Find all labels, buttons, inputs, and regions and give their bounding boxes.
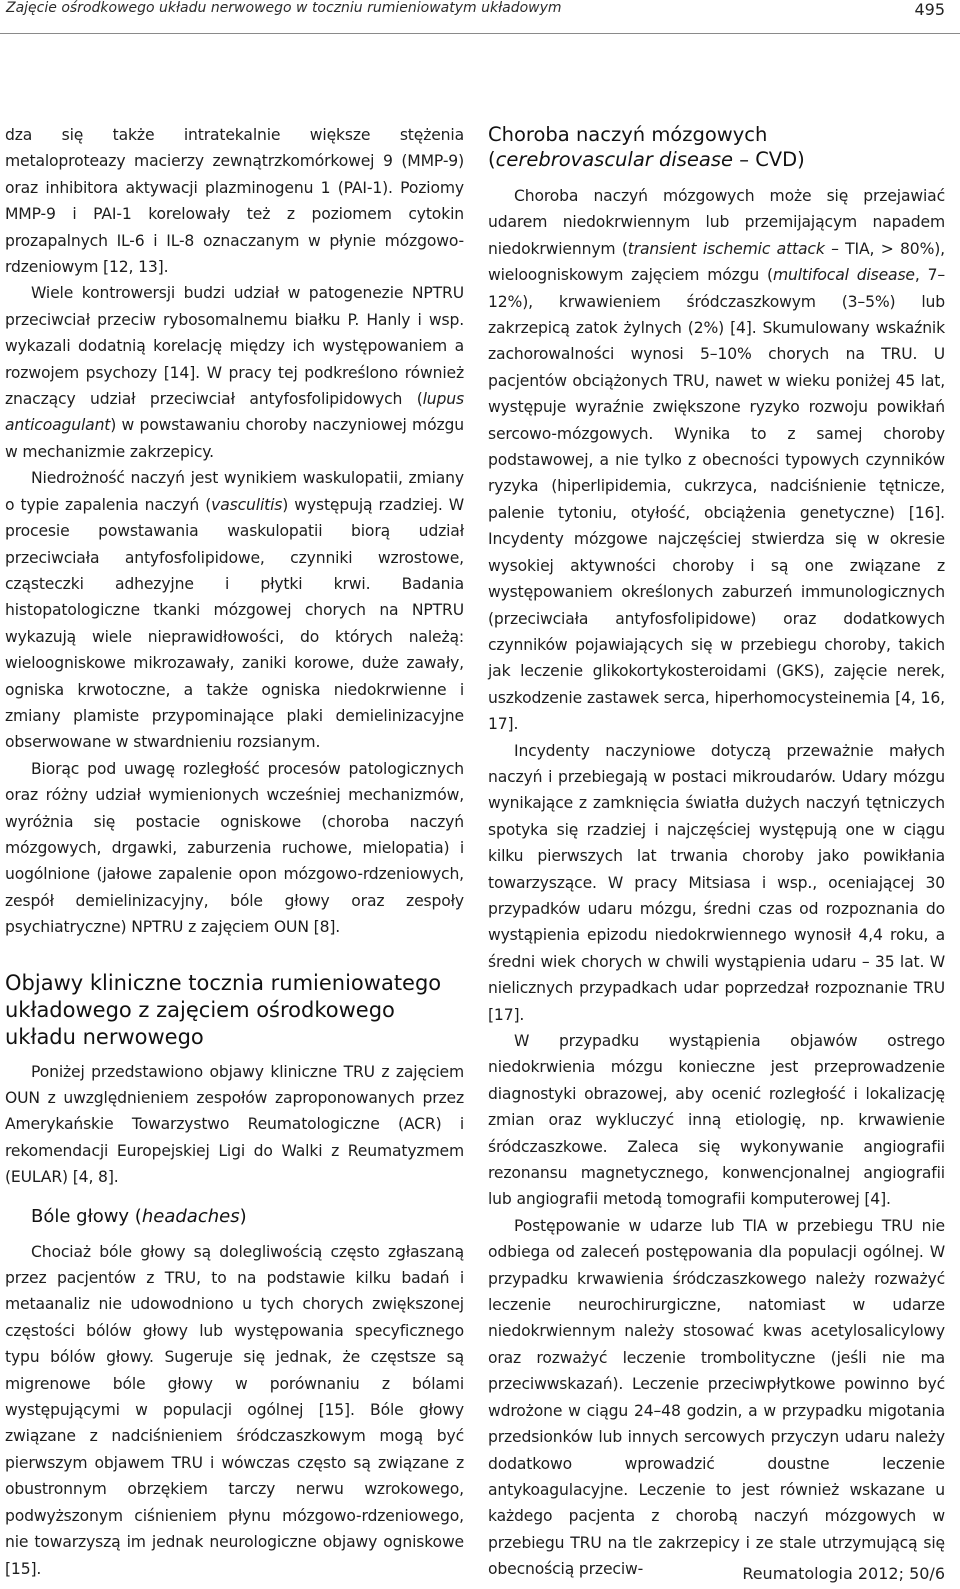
heading-text: ) xyxy=(239,1205,247,1227)
paragraph xyxy=(488,183,945,738)
text-run: – TIA, > 80%), wieloogniskowym zajęciem mózgu ( xyxy=(488,239,945,285)
heading-text: ( xyxy=(488,148,496,171)
running-title: Zajęcie ośrodkowego układu nerwowego w toczniu rumieniowatym układowym xyxy=(6,0,562,16)
left-column xyxy=(5,122,464,1582)
paragraph: W przypadku wystąpienia objawów ostrego niedokrwienia mózgu konieczne jest przeprowadzenie diagnostyki obrazowej, aby ocenić rozległość i lokalizację zmian oraz wykluczyć inną etiologię, np. krwawienie śródczaszkowe. Zaleca się wykonywanie angiografii rezonansu magnetycznego, konwencjonalnej angiografii lub angiografii metodą tomografii komputerowej [4]. xyxy=(488,1032,945,1209)
section-heading: Objawy kliniczne tocznia rumieniowatego układowego z zajęciem ośrodkowego układu nerwowego xyxy=(5,970,442,1049)
text-run: Niedrożność naczyń jest wynikiem waskulopatii, zmiany o typie zapalenia naczyń ( xyxy=(5,469,464,514)
italic-term: multifocal disease xyxy=(772,266,915,285)
subsection-heading xyxy=(31,1205,464,1229)
paragraph xyxy=(5,280,464,465)
heading-text: Choroba naczyń mózgowych xyxy=(488,123,768,146)
italic-term: vasculitis xyxy=(211,495,283,514)
italic-term: transient ischemic attack xyxy=(627,239,825,258)
paragraph: Incydenty naczyniowe dotyczą przeważnie małych naczyń i przebiegają w postaci mikroudarów. Udary mózgu wynikające z zamknięcia światła dużych naczyń tętniczych spotyka się rzadziej i najczęściej występują one w ciągu kilku pierwszych lat trwania choroby jako powikłania towarzyszące. W pracy Mitsiasa i wsp., oceniającej 30 przypadków udaru mózgu, średni czas od rozpoznania do wystąpienia epizodu niedokrwiennego wynosił 4,4 roku, a średni wiek chorych w chwili wystąpienia udaru – 35 lat. W nielicznych przypadkach udar poprzedzał rozpoznanie TRU [17]. xyxy=(488,741,945,1024)
right-column xyxy=(488,122,945,1583)
heading-italic: headaches xyxy=(141,1205,240,1227)
heading-italic: cerebrovascular disease xyxy=(495,148,734,171)
text-run: ) występują rzadziej. W procesie powstawania waskulopatii biorą udział przeciwciała antyfosfolipidowe, czynniki wzrostowe, cząsteczki adhezyjne i płytki krwi. Badania histopatologiczne tkanki mózgowej chorych na NPTRU wykazują wiele nieprawidłowości, do których należą: wieloogniskowe mikrozawały, zaniki korowe, duże zawały, ogniska krwotoczne, a także ogniska niedokrwienne i zmiany plamiste przypominające plaki demielinizacyjne obserwowane w stwardnieniu rozsianym. xyxy=(5,495,465,752)
paragraph: dza się także intratekalnie większe stężenia metaloproteazy macierzy zewnątrzkomórkowej 9 (MMP-9) oraz inhibitora aktywacji plazminogenu 1 (PAI-1). Poziomy MMP-9 i PAI-1 korelowały też z poziomem cytokin prozapalnych IL-6 i IL-8 oznaczanym w płynie mózgowo-rdzeniowym [12, 13]. xyxy=(5,126,464,277)
heading-text: Bóle głowy ( xyxy=(31,1205,142,1227)
paragraph: Biorąc pod uwagę rozległość procesów patologicznych oraz różny udział wymienionych wcześniej mechanizmów, wyróżnia się postacie ogniskowe (choroba naczyń mózgowych, drgawki, zaburzenia ruchowe, mielopatia) i uogólnione (jałowe zapalenie opon mózgowo-rdzeniowych, zespół demielinizacyjny, bóle głowy oraz zespoły psychiatryczne) NPTRU z zajęciem OUN [8]. xyxy=(5,759,464,937)
paragraph: Chociaż bóle głowy są dolegliwością często zgłaszaną przez pacjentów z TRU, to na podstawie kilku badań i metaanaliz nie udowodniono u tych chorych zwiększonej częstości bólów głowy lub występowania specyficznego typu bólów głowy. Sugeruje się jednak, że częstsze są migrenowe bóle głowy w porównaniu z bólami występującymi w populacji ogólnej [15]. Bóle głowy związane z nadciśnieniem śródczaszkowym mogą być pierwszym objawem TRU i wówczas często są związane z obustronnym obrzękiem tarczy nerwu wzrokowego, podwyższonym ciśnieniem płynu mózgowo-rdzeniowego, nie towarzyszą im jednak neurologiczne objawy ogniskowe [15]. xyxy=(5,1242,464,1578)
paragraph xyxy=(5,465,464,755)
text-run: Wiele kontrowersji budzi udział w patogenezie NPTRU przeciwciał przeciw rybosomalnemu białku P. Hanly i wsp. wykazali dodatnią korelację między ich występowaniem a rozwojem psychozy [14]. W pracy tej podkreślono również znaczący udział przeciwciał antyfosfolipidowych ( xyxy=(5,284,464,409)
heading-text: – CVD) xyxy=(733,148,805,171)
footer-journal: Reumatologia 2012; 50/6 xyxy=(742,1564,945,1583)
text-run: ) w powstawaniu choroby naczyniowej mózgu w mechanizmie zakrzepicy. xyxy=(5,416,464,461)
page-number: 495 xyxy=(914,0,945,19)
italic-term: lupus anticoagulant xyxy=(5,390,464,435)
header-rule xyxy=(0,33,960,34)
text-run: Choroba naczyń mózgowych może się przejawiać udarem niedokrwiennym lub przemijającym napadem niedokrwiennym ( xyxy=(488,187,945,258)
paragraph: Postępowanie w udarze lub TIA w przebiegu TRU nie odbiega od zaleceń postępowania dla populacji ogólnej. W przypadku krwawienia śródczaszkowego należy rozważyć leczenie neurochirurgiczne, natomiast w udarze niedokrwiennym należy stosować kwas acetylosalicylowy oraz rozważyć leczenie trombolityczne (jeśli nie ma przeciwwskazań). Leczenie przeciwpłytkowe powinno być wdrożone w ciągu 24–48 godzin, a w przypadku migotania przedsionków lub innych sercowych przyczyn udaru należy dodatkowo wprowadzić doustne leczenie antykoagulacyjne. Leczenie to jest również wskazane u każdego pacjenta z chorobą naczyń mózgowych w przebiegu TRU na tle zakrzepicy i ze stale utrzymującą się obecnością przeciw- xyxy=(488,1216,945,1579)
subsection-heading xyxy=(488,122,945,172)
paragraph: Poniżej przedstawiono objawy kliniczne TRU z zajęciem OUN z uwzględnieniem zespołów zaproponowanych przez Amerykańskie Towarzystwo Reumatologiczne (ACR) i rekomendacji Europejskiej Ligi do Walki z Reumatyzmem (EULAR) [4, 8]. xyxy=(5,1062,464,1187)
text-run: , 7–12%), krwawieniem śródczaszkowym (3–5%) lub zakrzepicą zatok żylnych (2%) [4]. Skumulowany wskaźnik zachorowalności wynosi 5–10% chorych na TRU. U pacjentów obciążonych TRU, nawet w wieku poniżej 45 lat, występuje wyraźnie zwiększone ryzyko rozwoju powikłań sercowo-mózgowych. Wynika to z samej choroby podstawowej, a nie tylko z obecności typowych czynników ryzyka (hiperlipidemia, cukrzyca, nadciśnienie tętnicze, palenie tytoniu, otyłość, obciążenia genetyczne) [16]. Incydenty mózgowe najczęściej stwierdza się w okresie wysokiej aktywności choroby i są one związane z występowaniem określonych zaburzeń immunologicznych (przeciwciała antyfosfolipidowe) oraz dodatkowych czynników pojawiających się w przebiegu choroby, takich jak leczenie glikokortykosteroidami (GKS), zajęcie nerek, uszkodzenie zastawek serca, hiperhomocysteinemia [4, 16, 17]. xyxy=(488,266,945,734)
